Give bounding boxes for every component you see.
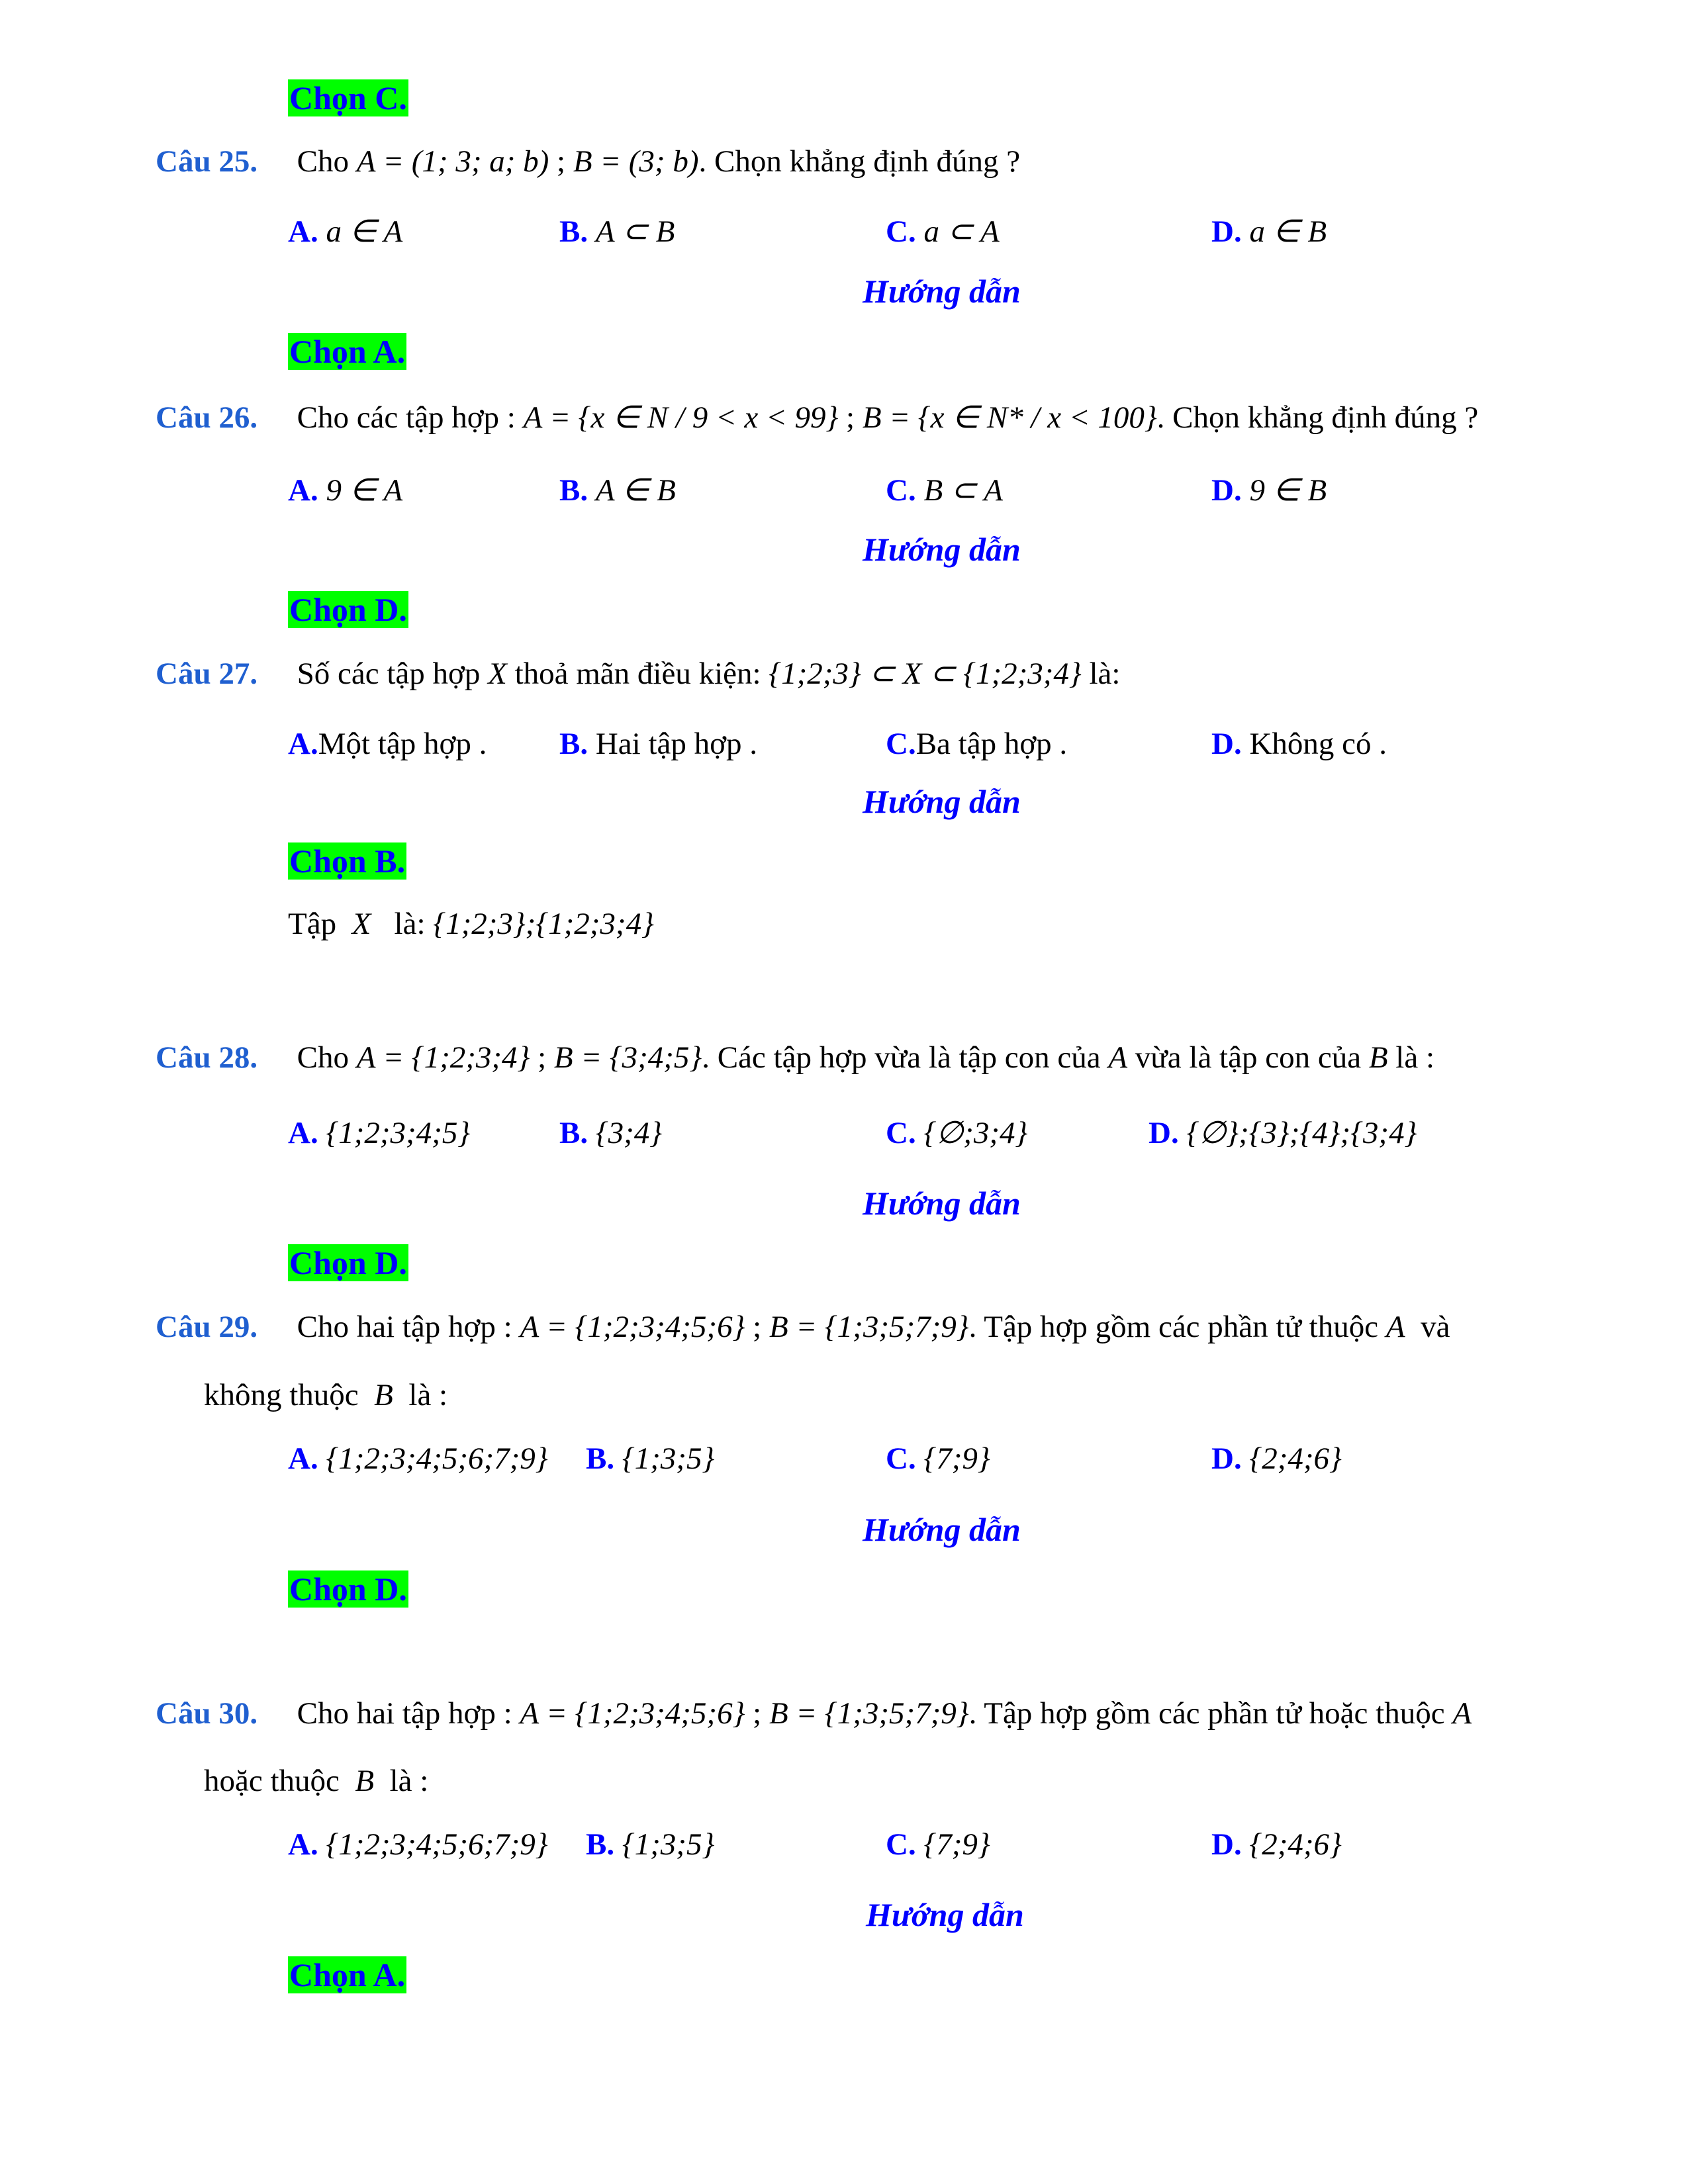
separator: ; [838,400,863,435]
answer-30 [288,1956,406,1995]
stem-text: Cho các tập hợp : [297,400,524,435]
stem-text: Cho [297,1040,349,1075]
question-number: Câu 27. [156,657,258,691]
set-b: B = {x ∈ N* / x < 100} [862,400,1157,435]
option-d: D. {2;4;6} [1211,1827,1342,1862]
separator: ; [745,1696,769,1731]
question-27-stem [156,655,1120,692]
option-a: A. {1;2;3;4;5;6;7;9} [288,1441,548,1476]
guide-heading: Hướng dẫn [863,273,1021,310]
option-c: C. {7;9} [886,1441,990,1476]
stem-text-end: . Chọn khẳng định đúng ? [1156,400,1479,435]
stem-text-mid: thoả mãn điều kiện: [514,657,761,691]
stem-text-mid: . Tập hợp gồm các phần tử hoặc thuộc [968,1696,1445,1731]
option-c: C. B ⊂ A [886,473,1003,508]
guide-heading: Hướng dẫn [863,531,1021,568]
stem-text: Cho [297,144,349,179]
set-a: A = (1; 3; a; b) [356,144,549,179]
option-c: C.Ba tập hợp . [886,727,1068,761]
set-a: A = {1;2;3;4;5;6} [520,1696,745,1731]
separator: ; [745,1310,769,1344]
set-b: B = {1;3;5;7;9} [769,1310,969,1344]
option-a: A. a ∈ A [288,214,403,249]
set-b: B = {1;3;5;7;9} [769,1696,969,1731]
option-d: D. a ∈ B [1211,214,1327,249]
answer-label: Chọn D. [289,591,407,628]
question-30-stem: Câu 30. Cho hai tập hợp : A = {1;2;3;4;5;6} ; B = {1;3;5;7;9}. Tập hợp gồm các phần tử hoặc thuộc A [156,1696,1472,1731]
option-b: B. {1;3;5} [586,1441,715,1476]
guide-heading: Hướng dẫn [863,1511,1021,1548]
set-a: A = {1;2;3;4;5;6} [520,1310,745,1344]
option-b: B. Hai tập hợp . [559,727,757,761]
separator: ; [549,144,573,179]
question-28-stem: Câu 28. Cho A = {1;2;3;4} ; B = {3;4;5}. Các tập hợp vừa là tập con của A vừa là tập con của B là : [156,1040,1435,1075]
answer-27 [288,842,406,881]
guide-heading: Hướng dẫn [863,1185,1021,1222]
answer-label: Chọn B. [289,842,406,880]
answer-label: Chọn C. [289,79,407,116]
stem-text-mid: . Tập hợp gồm các phần tử thuộc [968,1310,1379,1344]
stem-text: Cho hai tập hợp : [297,1310,520,1344]
answer-label: Chọn A. [289,333,406,370]
answer-25 [288,333,406,371]
set-b: B = {3;4;5} [553,1040,702,1075]
guide-heading: Hướng dẫn [866,1896,1024,1933]
set-a: A = {1;2;3;4} [356,1040,530,1075]
option-c: C. {∅;3;4} [886,1116,1028,1150]
stem-text-mid: . Các tập hợp vừa là tập con của [702,1040,1101,1075]
question-30-stem-line2: hoặc thuộc B là : [204,1764,429,1798]
answer-prev [288,79,408,118]
question-number: Câu 30. [156,1696,258,1731]
answer-label: Chọn D. [289,1244,407,1281]
answer-29 [288,1570,408,1609]
question-number: Câu 29. [156,1310,258,1344]
stem-text-end: là: [1089,657,1121,691]
answer-28 [288,1244,408,1283]
option-c: C. a ⊂ A [886,214,1000,249]
option-b: B. A ∈ B [559,473,676,508]
option-b: B. {1;3;5} [586,1827,715,1862]
option-b: B. {3;4} [559,1116,663,1150]
question-29-stem: Câu 29. Cho hai tập hợp : A = {1;2;3;4;5;6} ; B = {1;3;5;7;9}. Tập hợp gồm các phần tử thuộc A và [156,1310,1450,1344]
option-d: D. {2;4;6} [1211,1441,1342,1476]
question-25-stem [156,143,1020,180]
option-a: A. 9 ∈ A [288,473,403,508]
answer-label: Chọn A. [289,1956,406,1993]
stem-text: Cho hai tập hợp : [297,1696,520,1731]
guide-heading: Hướng dẫn [863,783,1021,820]
option-d: D. 9 ∈ B [1211,473,1327,508]
option-a: A. {1;2;3;4;5;6;7;9} [288,1827,548,1862]
question-26-stem [156,399,1478,436]
option-d: D. Không có . [1211,727,1387,761]
explanation-27: Tập X là: {1;2;3};{1;2;3;4} [288,907,654,941]
option-a: A. {1;2;3;4;5} [288,1116,471,1150]
variable-x: X [488,657,507,691]
condition: {1;2;3} ⊂ X ⊂ {1;2;3;4} [769,657,1082,691]
separator: ; [530,1040,554,1075]
option-d: D. {∅};{3};{4};{3;4} [1149,1116,1417,1150]
option-b: B. A ⊂ B [559,214,675,249]
question-number: Câu 25. [156,144,258,179]
set-b: B = (3; b) [573,144,699,179]
option-c: C. {7;9} [886,1827,990,1862]
question-29-stem-line2: không thuộc B là : [204,1378,448,1412]
answer-26 [288,591,408,629]
stem-text: Số các tập hợp [297,657,481,691]
question-number: Câu 26. [156,400,258,435]
question-number: Câu 28. [156,1040,258,1075]
option-a: A.Một tập hợp . [288,727,487,761]
answer-label: Chọn D. [289,1570,407,1608]
set-a: A = {x ∈ N / 9 < x < 99} [523,400,839,435]
stem-text-end: . Chọn khẳng định đúng ? [698,144,1021,179]
